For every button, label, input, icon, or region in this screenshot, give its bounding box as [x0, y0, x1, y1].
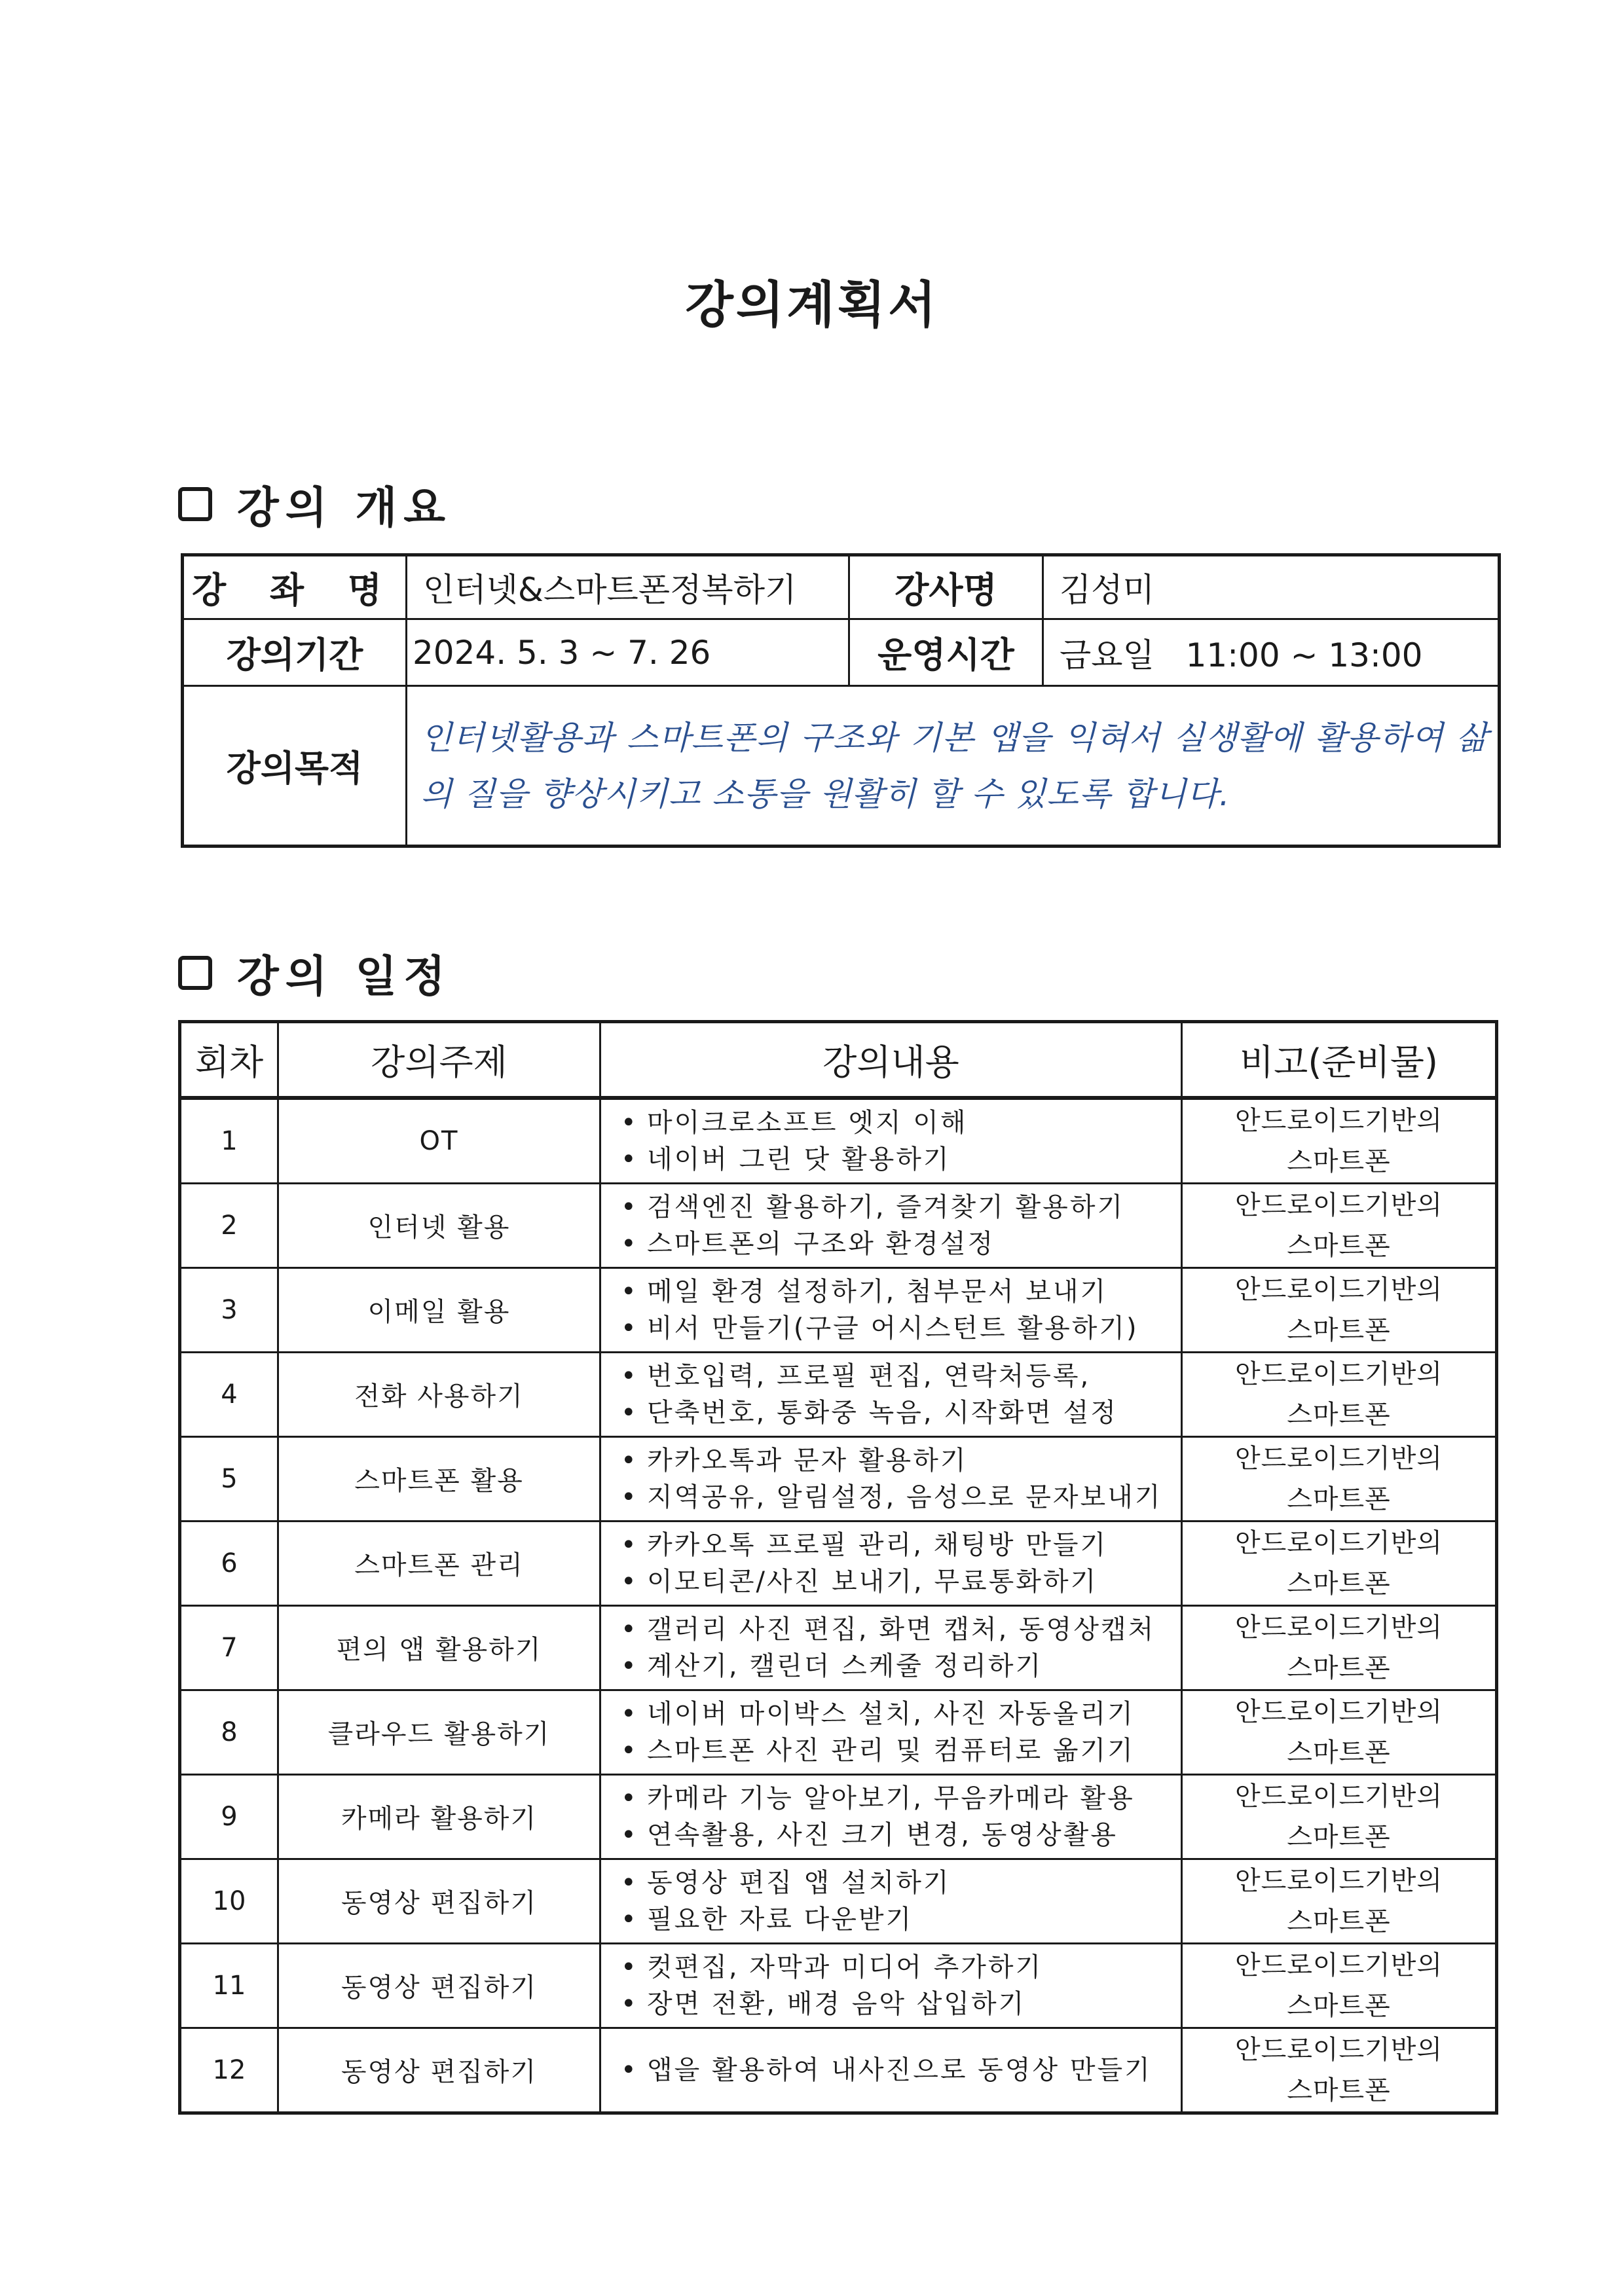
content-line [621, 1273, 1180, 1310]
bullet-icon: • [621, 1144, 638, 1175]
content-line [621, 1817, 1180, 1853]
instructor-value: 김성미 [1043, 555, 1500, 619]
content-text: 계산기, 캘린더 스케줄 정리하기 [647, 1650, 1043, 1681]
content-line [621, 1141, 1180, 1178]
content-line [621, 1648, 1180, 1685]
table-row [180, 1859, 1497, 1943]
content-text: 검색엔진 활용하기, 즐겨찾기 활용하기 [647, 1192, 1125, 1222]
content-text: 갤러리 사진 편집, 화면 캡처, 동영상캡처 [647, 1614, 1156, 1645]
session-number: 11 [180, 1943, 278, 2028]
note-line: 스마트폰 [1287, 1568, 1391, 1599]
schedule-table [178, 1020, 1498, 2115]
content-text: 앱을 활용하여 내사진으로 동영상 만들기 [647, 2054, 1152, 2085]
content-text: 지역공유, 알림설정, 음성으로 문자보내기 [647, 1482, 1162, 1512]
bullet-icon: • [621, 1529, 638, 1560]
note-line: 스마트폰 [1287, 1399, 1391, 1430]
period-label: 강의기간 [183, 619, 407, 686]
session-topic: 인터넷 활용 [278, 1183, 600, 1267]
content-text: 스마트폰의 구조와 환경설정 [647, 1228, 995, 1259]
hours-label: 운영시간 [849, 619, 1043, 686]
session-number: 2 [180, 1183, 278, 1267]
bullet-icon: • [621, 1904, 638, 1935]
bullet-icon: • [621, 1867, 638, 1898]
session-topic: 이메일 활용 [278, 1267, 600, 1352]
bullet-icon: • [621, 2054, 638, 2085]
content-line [621, 1479, 1180, 1516]
note-line: 안드로이드기반의 [1234, 1105, 1443, 1136]
content-text: 카카오톡 프로필 관리, 채팅방 만들기 [647, 1529, 1108, 1560]
purpose-label: 강의목적 [183, 686, 407, 847]
session-topic: 동영상 편집하기 [278, 1943, 600, 2028]
session-note [1182, 1183, 1497, 1267]
session-topic: OT [278, 1098, 600, 1184]
session-topic: 클라우드 활용하기 [278, 1690, 600, 1774]
bullet-icon: • [621, 1783, 638, 1813]
content-text: 스마트폰 사진 관리 및 컴퓨터로 옮기기 [647, 1735, 1135, 1766]
content-text: 카카오톡과 문자 활용하기 [647, 1445, 968, 1476]
session-number: 3 [180, 1267, 278, 1352]
content-text: 장면 전환, 배경 음악 삽입하기 [647, 1988, 1026, 2019]
bullet-icon: • [621, 1360, 638, 1391]
table-row [180, 1690, 1497, 1774]
session-note [1182, 1943, 1497, 2028]
content-line [621, 1527, 1180, 1563]
session-note [1182, 1098, 1497, 1184]
table-row [180, 1352, 1497, 1436]
content-text: 카메라 기능 알아보기, 무음카메라 활용 [647, 1783, 1135, 1813]
section-title: 강의 일정 [237, 951, 452, 1002]
content-text: 단축번호, 통화중 녹음, 시작화면 설정 [647, 1397, 1118, 1428]
table-row [180, 1267, 1497, 1352]
content-line [621, 1104, 1180, 1141]
overview-table [181, 553, 1501, 848]
note-line: 스마트폰 [1287, 1484, 1391, 1514]
content-line [621, 1696, 1180, 1732]
bullet-icon: • [621, 1192, 638, 1222]
content-text: 마이크로소프트 엣지 이해 [647, 1107, 968, 1138]
table-row [180, 1436, 1497, 1521]
content-line [621, 1394, 1180, 1431]
header-note: 비고(준비물) [1182, 1022, 1497, 1098]
note-line: 스마트폰 [1287, 1652, 1391, 1683]
content-line [621, 1780, 1180, 1817]
session-note [1182, 1521, 1497, 1605]
content-line [621, 1226, 1180, 1262]
note-line: 안드로이드기반의 [1234, 1612, 1443, 1643]
section-title: 강의 개요 [237, 483, 452, 533]
session-content [600, 1690, 1182, 1774]
course-name-label: 강 좌 명 [183, 555, 407, 619]
content-line [621, 1901, 1180, 1938]
table-row [180, 1521, 1497, 1605]
purpose-value: 인터넷활용과 스마트폰의 구조와 기본 앱을 익혀서 실생활에 활용하여 삶의 질을 향상시키고 소통을 원활히 할 수 있도록 합니다. [407, 686, 1500, 847]
bullet-icon: • [621, 1397, 638, 1428]
header-topic: 강의주제 [278, 1022, 600, 1098]
bullet-icon: • [621, 1988, 638, 2019]
session-content [600, 1183, 1182, 1267]
session-note [1182, 1859, 1497, 1943]
table-row [180, 1774, 1497, 1859]
session-topic: 편의 앱 활용하기 [278, 1605, 600, 1690]
table-row [180, 1943, 1497, 2028]
bullet-icon: • [621, 1614, 638, 1645]
note-line: 안드로이드기반의 [1234, 1865, 1443, 1896]
note-line: 안드로이드기반의 [1234, 1358, 1443, 1389]
course-name-value: 인터넷&스마트폰정복하기 [407, 555, 849, 619]
session-content [600, 1521, 1182, 1605]
content-line [621, 1732, 1180, 1769]
note-line: 스마트폰 [1287, 1315, 1391, 1345]
session-topic: 전화 사용하기 [278, 1352, 600, 1436]
session-note [1182, 1690, 1497, 1774]
session-note [1182, 1352, 1497, 1436]
bullet-icon: • [621, 1698, 638, 1729]
note-line: 스마트폰 [1287, 2075, 1391, 2105]
content-text: 연속촬용, 사진 크기 변경, 동영상촬용 [647, 1819, 1118, 1850]
content-text: 비서 만들기(구글 어시스턴트 활용하기) [647, 1313, 1139, 1343]
session-content [600, 2028, 1182, 2113]
content-text: 네이버 그린 닷 활용하기 [647, 1144, 951, 1175]
session-note [1182, 1436, 1497, 1521]
bullet-icon: • [621, 1445, 638, 1476]
session-number: 8 [180, 1690, 278, 1774]
content-text: 동영상 편집 앱 설치하기 [647, 1867, 951, 1898]
content-line [621, 1949, 1180, 1986]
bullet-icon: • [621, 1952, 638, 1982]
session-number: 5 [180, 1436, 278, 1521]
content-text: 컷편집, 자막과 미디어 추가하기 [647, 1952, 1043, 1982]
header-content: 강의내용 [600, 1022, 1182, 1098]
session-content [600, 1605, 1182, 1690]
note-line: 안드로이드기반의 [1234, 1950, 1443, 1980]
note-line: 안드로이드기반의 [1234, 1781, 1443, 1812]
bullet-icon: • [621, 1735, 638, 1766]
bullet-icon: • [621, 1228, 638, 1259]
session-note [1182, 2028, 1497, 2113]
note-line: 안드로이드기반의 [1234, 1190, 1443, 1220]
content-text: 메일 환경 설정하기, 첨부문서 보내기 [647, 1276, 1108, 1307]
session-number: 6 [180, 1521, 278, 1605]
bullet-icon: • [621, 1276, 638, 1307]
note-line: 안드로이드기반의 [1234, 1696, 1443, 1727]
session-content [600, 1943, 1182, 2028]
hours-value: 금요일 11:00 ~ 13:00 [1043, 619, 1500, 686]
schedule-header-row [180, 1022, 1497, 1098]
note-line: 안드로이드기반의 [1234, 1443, 1443, 1474]
content-line [621, 1563, 1180, 1600]
session-number: 4 [180, 1352, 278, 1436]
session-topic: 스마트폰 활용 [278, 1436, 600, 1521]
content-line [621, 1189, 1180, 1226]
section-heading-overview [178, 473, 452, 535]
note-line: 스마트폰 [1287, 1737, 1391, 1768]
session-note [1182, 1267, 1497, 1352]
session-content [600, 1267, 1182, 1352]
session-topic: 동영상 편집하기 [278, 2028, 600, 2113]
content-text: 네이버 마이박스 설치, 사진 자동올리기 [647, 1698, 1135, 1729]
session-number: 12 [180, 2028, 278, 2113]
session-number: 9 [180, 1774, 278, 1859]
session-content [600, 1436, 1182, 1521]
note-line: 스마트폰 [1287, 1230, 1391, 1261]
session-topic: 카메라 활용하기 [278, 1774, 600, 1859]
session-note [1182, 1774, 1497, 1859]
bullet-icon: • [621, 1107, 638, 1138]
content-line [621, 1358, 1180, 1394]
table-row [180, 1183, 1497, 1267]
note-line: 스마트폰 [1287, 1990, 1391, 2021]
bullet-icon: • [621, 1482, 638, 1512]
note-line: 스마트폰 [1287, 1821, 1391, 1852]
session-content [600, 1774, 1182, 1859]
content-line [621, 1986, 1180, 2022]
session-topic: 스마트폰 관리 [278, 1521, 600, 1605]
header-session: 회차 [180, 1022, 278, 1098]
session-content [600, 1352, 1182, 1436]
page-title: 강의계획서 [685, 276, 939, 334]
bullet-icon: • [621, 1650, 638, 1681]
content-line [621, 1310, 1180, 1347]
table-row [180, 1605, 1497, 1690]
session-number: 10 [180, 1859, 278, 1943]
session-content [600, 1098, 1182, 1184]
note-line: 스마트폰 [1287, 1146, 1391, 1176]
content-text: 이모티콘/사진 보내기, 무료통화하기 [647, 1566, 1098, 1597]
note-line: 안드로이드기반의 [1234, 1274, 1443, 1305]
bullet-icon: • [621, 1566, 638, 1597]
checkbox-icon [178, 487, 212, 521]
content-line [621, 1611, 1180, 1648]
content-line [621, 1865, 1180, 1901]
note-line: 스마트폰 [1287, 1906, 1391, 1937]
bullet-icon: • [621, 1313, 638, 1343]
session-content [600, 1859, 1182, 1943]
session-number: 1 [180, 1098, 278, 1184]
period-value: 2024. 5. 3 ~ 7. 26 [407, 619, 849, 686]
checkbox-icon [178, 956, 212, 990]
note-line: 안드로이드기반의 [1234, 2034, 1443, 2065]
instructor-label: 강사명 [849, 555, 1043, 619]
table-row [180, 2028, 1497, 2113]
content-text: 번호입력, 프로필 편집, 연락처등록, [647, 1360, 1091, 1391]
session-note [1182, 1605, 1497, 1690]
bullet-icon: • [621, 1819, 638, 1850]
content-line [621, 2052, 1180, 2088]
session-number: 7 [180, 1605, 278, 1690]
content-text: 필요한 자료 다운받기 [647, 1904, 913, 1935]
section-heading-schedule [178, 941, 452, 1004]
session-topic: 동영상 편집하기 [278, 1859, 600, 1943]
table-row [180, 1098, 1497, 1184]
content-line [621, 1442, 1180, 1479]
note-line: 안드로이드기반의 [1234, 1527, 1443, 1558]
